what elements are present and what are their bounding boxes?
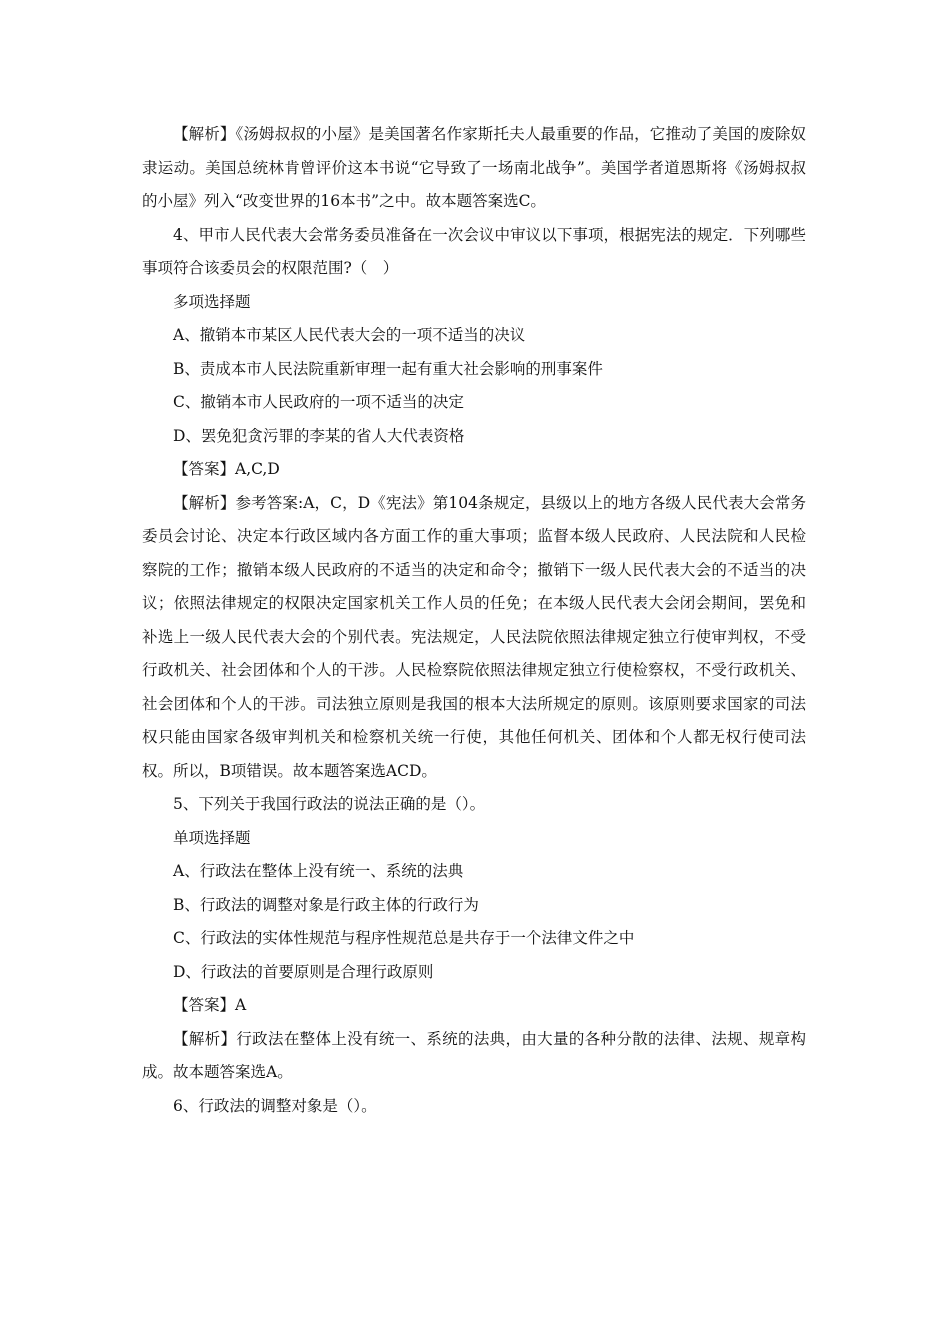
option-5d: D、行政法的首要原则是合理行政原则: [173, 962, 434, 981]
option-4b: B、责成本市人民法院重新审理一起有重大社会影响的刑事案件: [173, 359, 603, 378]
option-5c: C、行政法的实体性规范与程序性规范总是共存于一个法律文件之中: [173, 929, 635, 947]
question-type-4: 多项选择题: [173, 292, 251, 311]
option-4c: C、撤销本市人民政府的一项不适当的决定: [173, 393, 464, 411]
answer-4: 【答案】A,C,D: [173, 460, 280, 478]
option-4d: D、罢免犯贪污罪的李某的省人大代表资格: [173, 426, 465, 445]
analysis-5: 【解析】行政法在整体上没有统一、系统的法典，由大量的各种分散的法律、法规、规章构成。故本题答案选A。: [142, 1029, 806, 1081]
document-body: [142, 118, 806, 1123]
analysis-q3: 【解析】《汤姆叔叔的小屋》是美国著名作家斯托夫人最重要的作品，它推动了美国的废除奴隶运动。美国总统林肯曾评价这本书说“它导致了一场南北战争”。美国学者道恩斯将《汤姆叔叔的小屋》列入“改变世界的16本书”之中。故本题答案选C。: [142, 125, 806, 210]
answer-5: 【答案】A: [173, 996, 247, 1014]
option-5a: A、行政法在整体上没有统一、系统的法典: [173, 862, 464, 880]
question-6: 6、行政法的调整对象是（）。: [173, 1096, 377, 1115]
option-4a: A、撤销本市某区人民代表大会的一项不适当的决议: [173, 326, 526, 344]
question-type-5: 单项选择题: [173, 828, 251, 847]
option-5b: B、行政法的调整对象是行政主体的行政行为: [173, 895, 479, 914]
question-5: 5、下列关于我国行政法的说法正确的是（）。: [173, 795, 486, 813]
question-4: 4、甲市人民代表大会常务委员准备在一次会议中审议以下事项，根据宪法的规定．下列哪些事项符合该委员会的权限范围?（ ）: [142, 225, 806, 277]
analysis-4: 【解析】参考答案:A，C，D《宪法》第104条规定，县级以上的地方各级人民代表大会常务委员会讨论、决定本行政区域内各方面工作的重大事项；监督本级人民政府、人民法院和人民检察院的工作；撤销本级人民政府的不适当的决定和命令；撤销下一级人民代表大会的不适当的决议；依照法律规定的权限决定国家机关工作人员的任免；在本级人民代表大会闭会期间，罢免和补选上一级人民代表大会的个别代表。宪法规定，人民法院依照法律规定独立行使审判权，不受行政机关、社会团体和个人的干涉。人民检察院依照法律规定独立行使检察权，不受行政机关、社会团体和个人的干涉。司法独立原则是我国的根本大法所规定的原则。该原则要求国家的司法权只能由国家各级审判机关和检察机关统一行使，其他任何机关、团体和个人都无权行使司法权。所以，B项错误。故本题答案选ACD。: [142, 493, 806, 780]
